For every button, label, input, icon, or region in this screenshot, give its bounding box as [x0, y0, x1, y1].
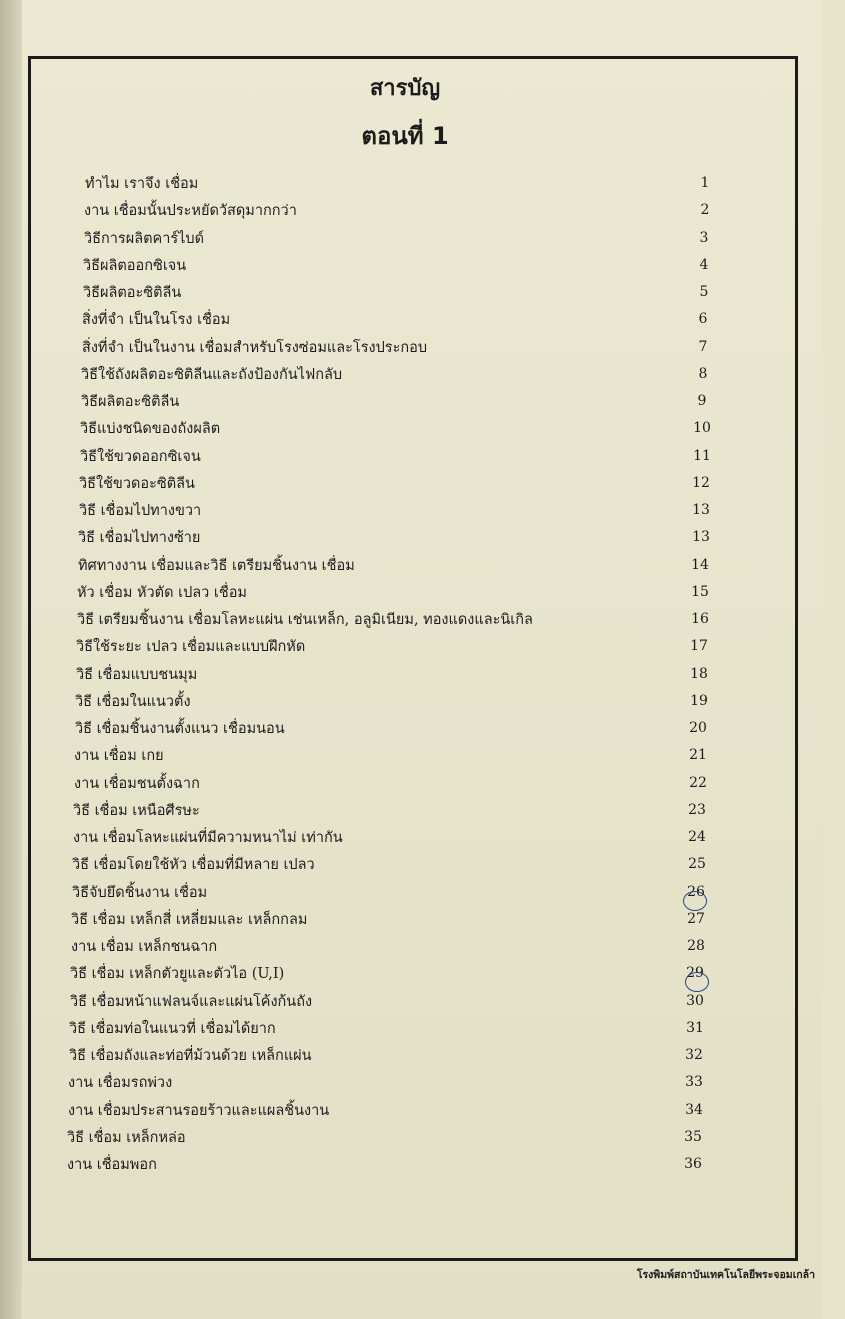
toc-entry — [0, 172, 845, 192]
toc-entry-page: 13 — [692, 502, 710, 518]
toc-entry — [0, 308, 845, 328]
toc-entry-page: 7 — [698, 338, 708, 355]
toc-entry-label: วิธี เชื่อมโดยใช้หัว เชื่อมที่มีหลาย เปลว — [72, 857, 315, 874]
toc-entry-label: วิธีการผลิตคาร์ไบด์ — [84, 230, 205, 247]
toc-entry-label: วิธี เชื่อมถังและท่อที่ม้วนด้วย เหล็กแผ่น — [69, 1048, 312, 1064]
toc-entry — [0, 608, 845, 628]
toc-entry-label: วิธี เชื่อมหน้าแฟลนจ์และแผ่นโค้งก้นถัง — [70, 993, 313, 1010]
toc-entry — [0, 1017, 845, 1037]
toc-entry — [0, 962, 845, 982]
toc-entry-page: 24 — [688, 829, 706, 845]
toc-entry — [0, 690, 845, 710]
toc-entry-page: 8 — [698, 365, 708, 382]
toc-entry-page: 28 — [687, 938, 705, 954]
toc-entry-page: 19 — [690, 692, 708, 709]
toc-entry-page: 33 — [685, 1074, 703, 1091]
toc-entry-label: วิธีจับยึดชิ้นงาน เชื่อม — [72, 884, 208, 901]
toc-entry-page: 36 — [684, 1156, 702, 1172]
toc-entry — [0, 1071, 845, 1091]
toc-entry-page: 9 — [697, 393, 707, 409]
toc-entry-page: 31 — [686, 1019, 704, 1036]
toc-entry — [0, 254, 845, 274]
toc-entry-label: วิธี เตรียมชิ้นงาน เชื่อมโลหะแผ่น เช่นเหล็ก, อลูมิเนียม, ทองแดงและนิเกิล — [77, 612, 533, 628]
toc-entry — [0, 227, 845, 247]
toc-entry — [0, 281, 845, 301]
toc-entry-label: งาน เชื่อมพอก — [67, 1157, 157, 1173]
toc-entry — [0, 826, 845, 846]
toc-entry-page: 34 — [685, 1101, 703, 1118]
toc-entry-label: งาน เชื่อมชนตั้งฉาก — [74, 775, 200, 792]
pen-circle-mark — [683, 891, 707, 911]
toc-entry-label: วิธี เชื่อมแบบชนมุม — [76, 666, 198, 683]
toc-entry — [0, 881, 845, 901]
toc-entry-page: 10 — [693, 420, 711, 437]
toc-entry-label: งาน เชื่อม เกย — [74, 748, 164, 765]
toc-entry-page: 13 — [692, 529, 710, 546]
toc-entry — [0, 417, 845, 437]
toc-entry-page: 15 — [691, 583, 709, 600]
toc-entry — [0, 499, 845, 519]
toc-entry — [0, 581, 845, 601]
toc-entry — [0, 663, 845, 683]
toc-entry-label: วิธี เชื่อม เหล็กหล่อ — [67, 1129, 186, 1146]
toc-subtitle: ตอนที่ 1 — [361, 122, 449, 150]
toc-entry-label: วิธีผลิตออกซิเจน — [83, 257, 187, 274]
toc-entry — [0, 445, 845, 465]
toc-entry — [0, 526, 845, 546]
toc-entry — [0, 1099, 845, 1119]
toc-entry-page: 14 — [691, 556, 709, 573]
toc-entry-label: วิธี เชื่อมไปทางขวา — [79, 503, 202, 519]
toc-entry-page: 27 — [687, 910, 705, 927]
toc-entry — [0, 1044, 845, 1064]
toc-entry-page: 17 — [690, 638, 708, 655]
toc-entry — [0, 1126, 845, 1146]
toc-entry-page: 11 — [693, 447, 711, 464]
toc-entry — [0, 853, 845, 873]
toc-entry-label: วิธี เชื่อมในแนวตั้ง — [75, 693, 191, 710]
toc-entry-label: งาน เชื่อมประสานรอยร้าวและแผลชิ้นงาน — [68, 1102, 330, 1119]
toc-entry — [0, 635, 845, 655]
toc-entry — [0, 772, 845, 792]
toc-entry — [0, 717, 845, 737]
toc-entry-page: 12 — [692, 474, 710, 491]
toc-entry-label: วิธีใช้ขวดอะซิติลีน — [79, 475, 195, 492]
toc-entry — [0, 908, 845, 928]
toc-entry — [0, 390, 845, 410]
toc-entry-page: 16 — [691, 611, 709, 627]
toc-entry-label: หัว เชื่อม หัวตัด เปลว เชื่อม — [77, 584, 247, 601]
toc-entry-label: งาน เชื่อมโลหะแผ่นที่มีความหนาไม่ เท่ากัน — [73, 830, 343, 846]
toc-entry-page: 23 — [688, 801, 706, 818]
pen-circle-mark — [685, 972, 709, 992]
toc-entry — [0, 363, 845, 383]
toc-entry-label: งาน เชื่อมรถพ่วง — [68, 1075, 173, 1092]
toc-entry-page: 26 — [687, 883, 705, 900]
toc-entry-label: สิ่งที่จำ เป็นในงาน เชื่อมสำหรับโรงซ่อมและโรงประกอบ — [82, 339, 428, 356]
toc-entry-label: วิธีผลิตอะซิติลีน — [83, 285, 182, 301]
toc-entry-label: วิธี เชื่อมท่อในแนวที่ เชื่อมได้ยาก — [69, 1020, 276, 1037]
printer-footer: โรงพิมพ์สถาบันเทคโนโลยีพระจอมเกล้า — [636, 1269, 815, 1281]
toc-entry — [0, 990, 845, 1010]
toc-entry — [0, 1153, 845, 1173]
toc-entry — [0, 554, 845, 574]
toc-entry-page: 2 — [700, 202, 710, 219]
toc-entry-page: 25 — [688, 856, 706, 873]
toc-entry-label: วิธีใช้ขวดออกซิเจน — [80, 448, 201, 465]
toc-entry-label: วิธีแบ่งชนิดของถังผลิต — [80, 421, 221, 438]
toc-entry-page: 30 — [686, 992, 704, 1009]
toc-entry-label: วิธีใช้ถังผลิตอะซิติลีนและถังป้องกันไฟกลับ — [81, 366, 343, 383]
toc-entry-page: 3 — [699, 229, 709, 246]
toc-entry-page: 4 — [699, 256, 709, 273]
toc-entry-label: วิธี เชื่อม เหล็กตัวยูและตัวไอ (U,I) — [70, 966, 285, 983]
toc-entry-page: 21 — [689, 747, 707, 764]
toc-entry-label: วิธี เชื่อม เหนือศีรษะ — [73, 802, 200, 819]
toc-entry-label: วิธี เชื่อมไปทางซ้าย — [78, 530, 201, 547]
toc-entry — [0, 336, 845, 356]
toc-entry-label: ทิศทางงาน เชื่อมและวิธี เตรียมชิ้นงาน เชื่อม — [78, 557, 355, 574]
toc-entry-label: งาน เชื่อม เหล็กชนฉาก — [71, 939, 218, 955]
toc-entry — [0, 199, 845, 219]
toc-title: สารบัญ — [369, 76, 441, 101]
toc-entry — [0, 472, 845, 492]
toc-entry-label: งาน เชื่อมนั้นประหยัดวัสดุมากกว่า — [84, 203, 297, 220]
toc-entry — [0, 744, 845, 764]
toc-entry-label: สิ่งที่จำ เป็นในโรง เชื่อม — [82, 312, 231, 329]
toc-entry-page: 32 — [685, 1047, 703, 1063]
toc-entry-page: 35 — [684, 1128, 702, 1145]
toc-entry-page: 5 — [699, 284, 709, 300]
toc-entry — [0, 799, 845, 819]
toc-entry-label: ทำไม เราจึง เชื่อม — [85, 176, 199, 192]
toc-entry-page: 1 — [700, 175, 710, 191]
toc-entry — [0, 935, 845, 955]
toc-entry-page: 22 — [689, 774, 707, 791]
toc-entry-page: 18 — [690, 665, 708, 682]
toc-entry-page: 20 — [689, 720, 707, 736]
toc-entry-label: วิธีใช้ระยะ เปลว เชื่อมและแบบฝึกหัด — [76, 639, 306, 656]
toc-entry-label: วิธี เชื่อมชิ้นงานตั้งแนว เชื่อมนอน — [75, 721, 285, 737]
toc-entry-page: 6 — [698, 311, 708, 328]
toc-entry-label: วิธี เชื่อม เหล็กสี่ เหลี่ยมและ เหล็กกลม — [71, 911, 308, 928]
toc-entry-page: 29 — [686, 965, 704, 982]
toc-entry-label: วิธีผลิตอะซิติลีน — [81, 394, 180, 410]
